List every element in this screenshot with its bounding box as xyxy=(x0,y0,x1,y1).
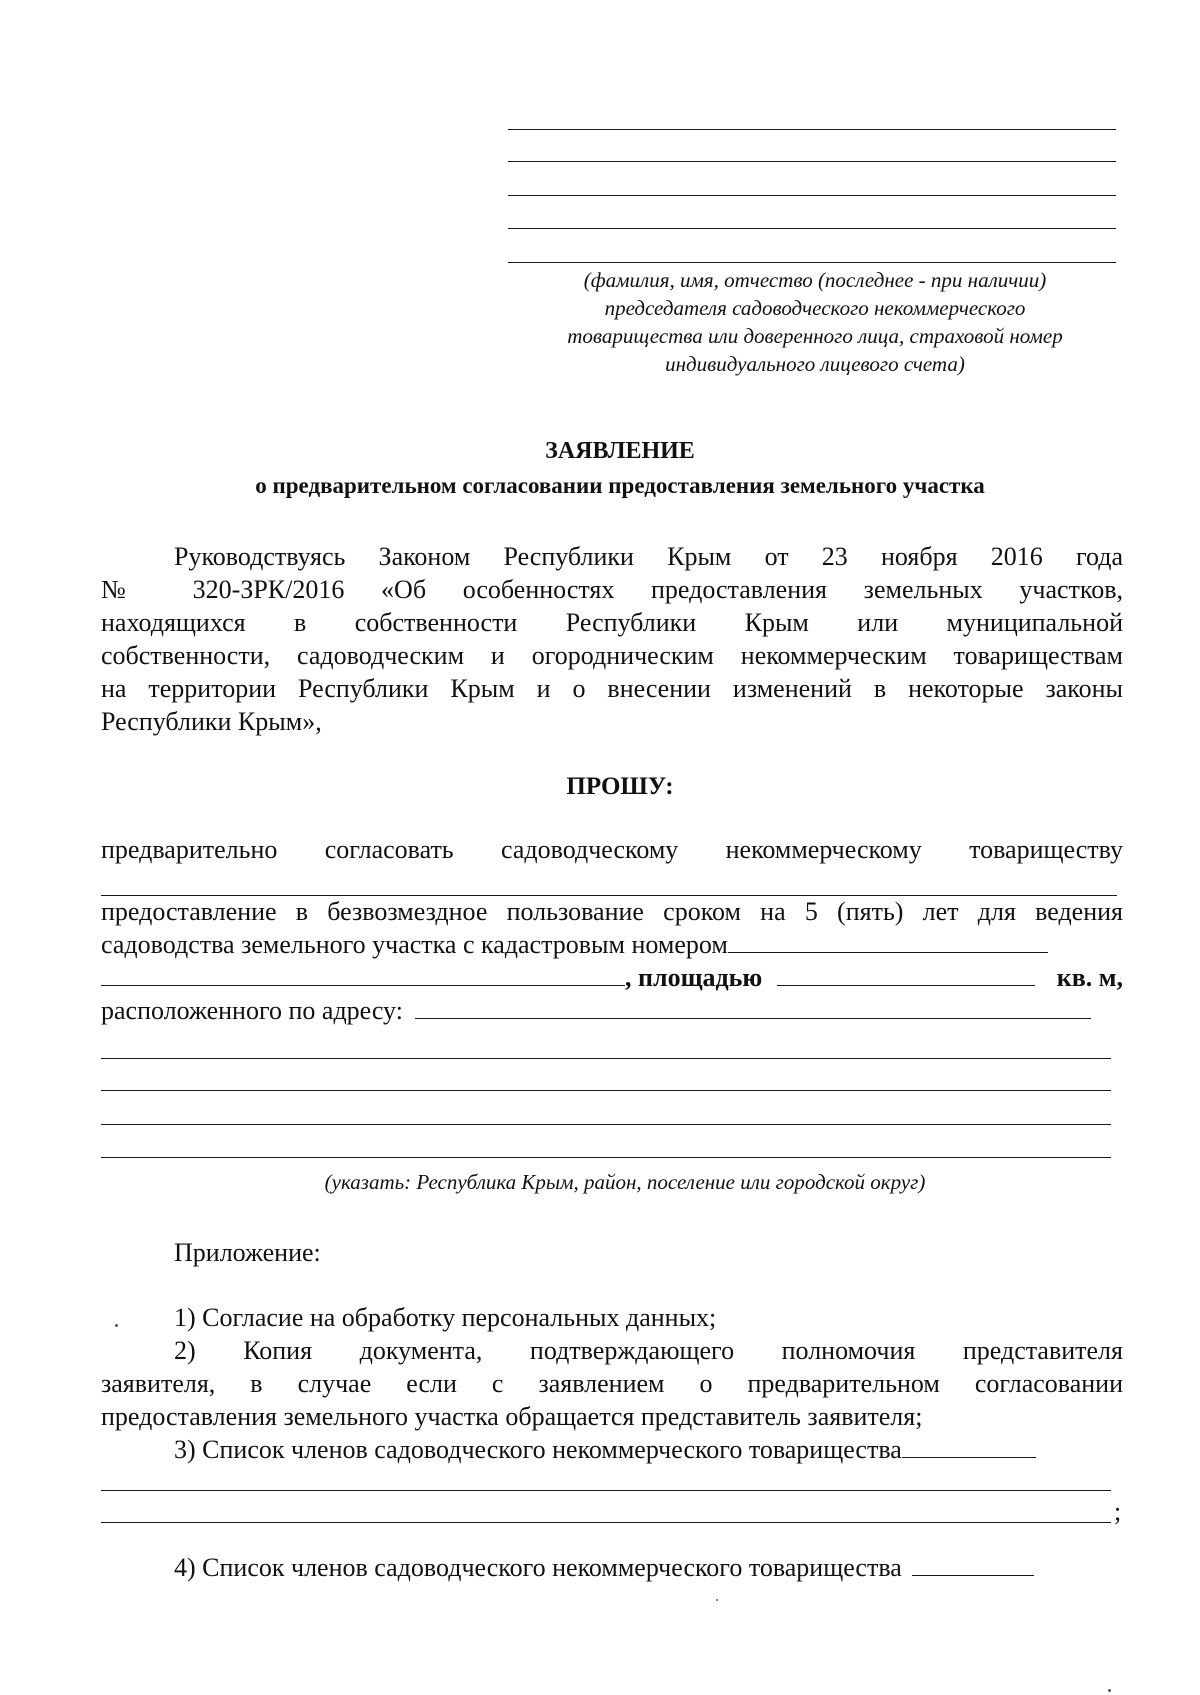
area-line xyxy=(101,962,1123,994)
area-unit: кв. м, xyxy=(1056,963,1123,992)
attachments-heading: Приложение: xyxy=(174,1238,321,1267)
caption-line: (фамилия, имя, отчество (последнее - при наличии) xyxy=(583,268,1047,292)
address-line xyxy=(101,995,1123,1027)
address-blank-line[interactable] xyxy=(101,1157,1111,1158)
attachment-item-4 xyxy=(101,1552,1123,1584)
request-line: предварительно согласовать садоводческому некоммерческому товариществу xyxy=(101,835,1123,864)
attachment-item-3-blank[interactable] xyxy=(101,1522,1111,1523)
cadastral-number-continued-field[interactable] xyxy=(101,963,625,986)
scan-speck xyxy=(716,1599,718,1601)
preamble-line: на территории Республики Крым и о внесении изменений в некоторые законы xyxy=(101,674,1123,703)
applicant-blank-line xyxy=(508,161,1116,162)
preamble-line: № 320-ЗРК/2016 «Об особенностях предоставления земельных участков, xyxy=(101,575,1123,604)
address-note: (указать: Республика Крым, район, поселение или городской округ) xyxy=(324,1170,926,1194)
applicant-blank-line xyxy=(508,129,1116,130)
preamble-line: находящихся в собственности Республики Крым или муниципальной xyxy=(101,608,1123,637)
attachment-item-3-blank[interactable] xyxy=(101,1490,1111,1491)
preamble-line: Республики Крым», xyxy=(101,707,322,736)
area-label: , площадью xyxy=(625,963,763,992)
preamble-line: Руководствуясь Законом Республики Крым от 23 ноября 2016 года xyxy=(174,542,1123,571)
attachment-item-4-field[interactable] xyxy=(912,1553,1034,1576)
applicant-blank-line xyxy=(508,195,1116,196)
applicant-blank-line xyxy=(508,262,1116,263)
address-blank-line[interactable] xyxy=(101,1124,1111,1125)
address-blank-line[interactable] xyxy=(101,1090,1111,1091)
request-line: предоставление в безвозмездное пользование сроком на 5 (пять) лет для ведения xyxy=(101,897,1123,926)
cadastral-label: садоводства земельного участка с кадастровым номером xyxy=(101,930,728,959)
address-blank-line[interactable] xyxy=(101,1058,1111,1059)
caption-line: индивидуального лицевого счета) xyxy=(665,352,965,376)
document-subtitle: о предварительном согласовании предоставления земельного участка xyxy=(255,473,985,498)
attachment-item-2: предоставления земельного участка обращается представитель заявителя; xyxy=(101,1402,923,1431)
address-label: расположенного по адресу: xyxy=(101,996,403,1025)
preamble-line: собственности, садоводческим и огородническим некоммерческим товариществам xyxy=(101,641,1123,670)
caption-line: товарищества или доверенного лица, страховой номер xyxy=(567,324,1063,348)
cadastral-line xyxy=(101,929,1123,961)
attachment-item-3-text: 3) Список членов садоводческого некоммерческого товарищества xyxy=(174,1435,902,1464)
address-field[interactable] xyxy=(415,996,1091,1019)
attachment-item-2: 2) Копия документа, подтверждающего полномочия представителя xyxy=(174,1336,1123,1365)
applicant-caption xyxy=(495,266,1135,378)
attachment-item-4-text: 4) Список членов садоводческого некоммерческого товарищества xyxy=(174,1553,902,1582)
attachment-item-3-end: ; xyxy=(1114,1497,1122,1526)
scan-speck xyxy=(115,1324,118,1327)
attachment-item-3-field[interactable] xyxy=(902,1435,1036,1458)
caption-line: председателя садоводческого некоммерческого xyxy=(604,296,1026,320)
attachment-item-1: 1) Согласие на обработку персональных данных; xyxy=(174,1303,717,1332)
cadastral-number-field[interactable] xyxy=(728,930,1048,953)
attachment-item-3 xyxy=(101,1434,1123,1466)
request-heading: ПРОШУ: xyxy=(566,773,674,800)
attachment-item-2: заявителя, в случае если с заявлением о предварительном согласовании xyxy=(101,1369,1123,1398)
area-field[interactable] xyxy=(777,963,1035,986)
document-title: ЗАЯВЛЕНИЕ xyxy=(545,438,695,464)
scan-speck xyxy=(1108,1689,1111,1692)
applicant-blank-line xyxy=(508,228,1116,229)
